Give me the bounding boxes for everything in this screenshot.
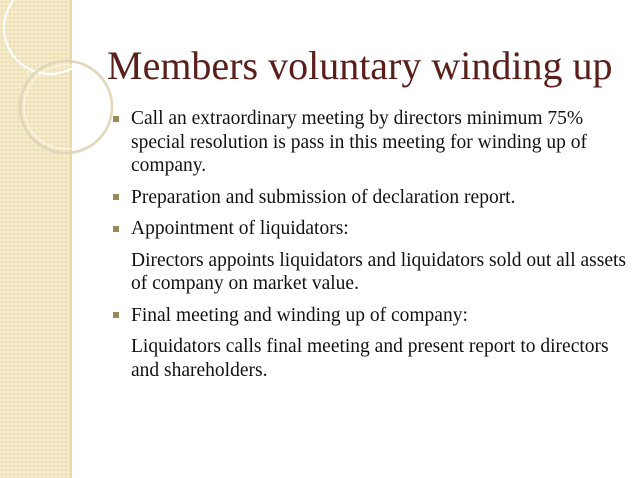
slide-title: Members voluntary winding up <box>107 43 613 88</box>
decorative-side-panel <box>0 0 70 478</box>
bullet-list <box>107 107 627 390</box>
list-item-final-meeting: Final meeting and winding up of company: <box>107 304 627 328</box>
list-item-extraordinary-meeting: Call an extraordinary meeting by directors minimum 75% special resolution is pass in this meeting for winding up of company. <box>107 107 627 178</box>
side-panel-edge <box>70 0 72 478</box>
list-subtext-liquidators-description: Directors appoints liquidators and liquidators sold out all assets of company on market value. <box>131 249 627 294</box>
list-item-appointment-of-liquidators: Appointment of liquidators: <box>107 217 627 241</box>
list-subtext-final-meeting-description: Liquidators calls final meeting and present report to directors and shareholders. <box>131 336 609 381</box>
list-item-declaration-report: Preparation and submission of declaration report. <box>107 186 627 210</box>
